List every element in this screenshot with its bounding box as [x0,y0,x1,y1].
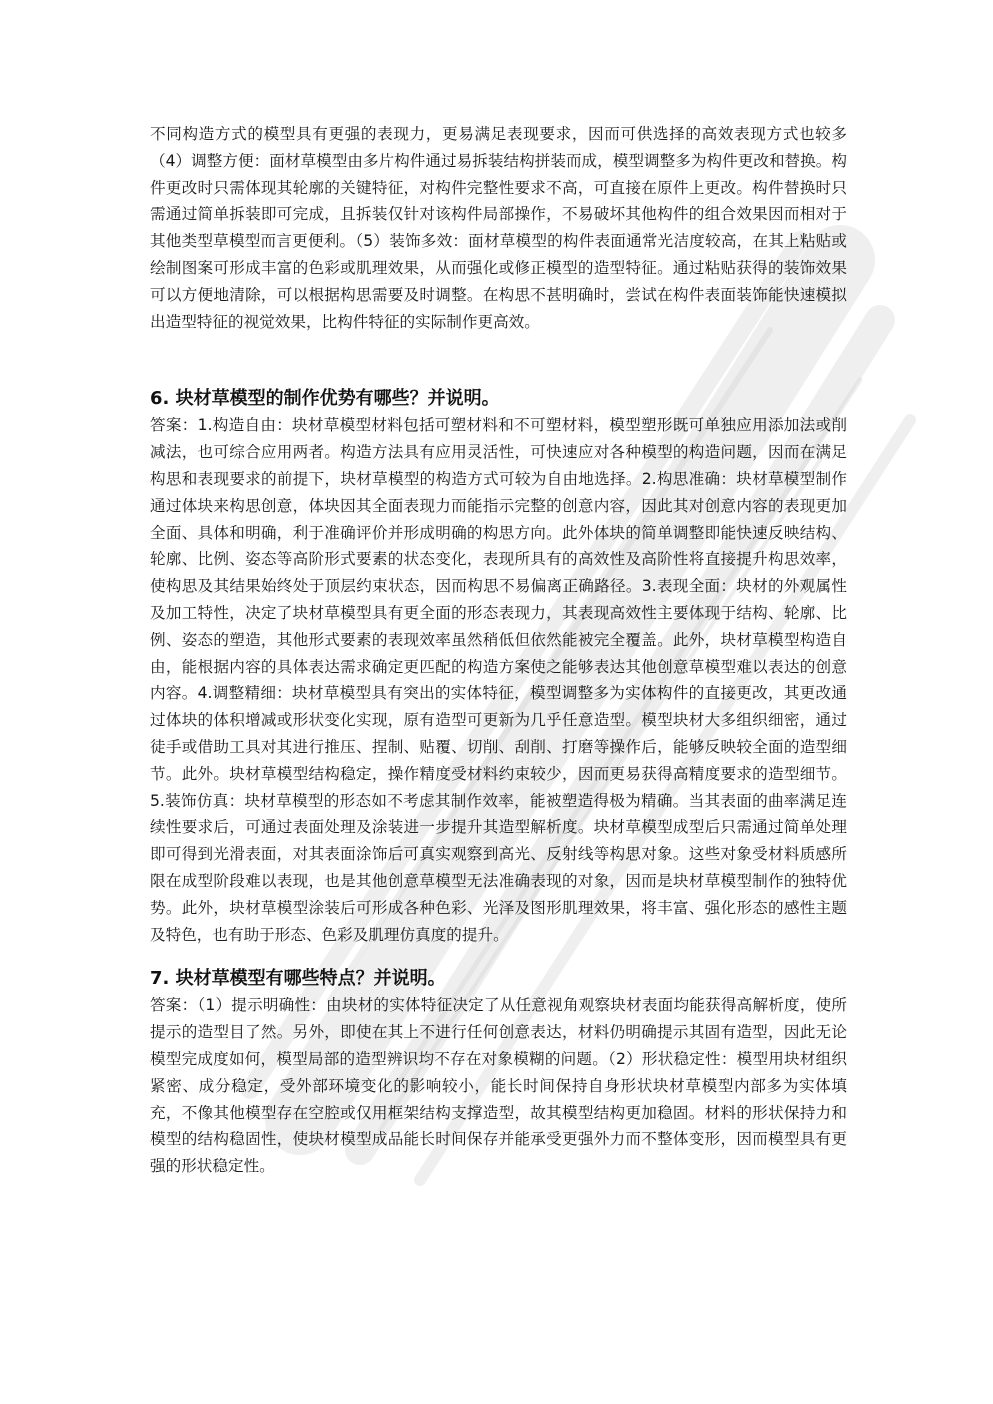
intro-paragraph: 不同构造方式的模型具有更强的表现力，更易满足表现要求，因而可供选择的高效表现方式也较多（4）调整方便：面材草模型由多片构件通过易拆装结构拼装而成，模型调整多为构件更改和替换。构件更改时只需体现其轮廓的关键特征，对构件完整性要求不高，可直接在原件上更改。构件替换时只需通过简单拆装即可完成，且拆装仅针对该构件局部操作，不易破坏其他构件的组合效果因而相对于其他类型草模型而言更便利。（5）装饰多效：面材草模型的构件表面通常光洁度较高，在其上粘贴或绘制图案可形成丰富的色彩或肌理效果，从而强化或修正模型的造型特征。通过粘贴获得的装饰效果可以方便地清除，可以根据构思需要及时调整。在构思不甚明确时，尝试在构件表面装饰能快速模拟出造型特征的视觉效果，比构件特征的实际制作更高效。 [150,125,847,331]
question-7-title: 7. 块材草模型有哪些特点？并说明。 [150,968,446,990]
question-6-answer: 答案：1.构造自由：块材草模型材料包括可塑材料和不可塑材料，模型塑形既可单独应用添加法或削减法，也可综合应用两者。构造方法具有应用灵活性，可快速应对各种模型的构造问题，因而在满足构思和表现要求的前提下，块材草模型的构造方式可较为自由地选择。2.构思准确：块材草模型制作通过体块来构思创意，体块因其全面表现力而能指示完整的创意内容，因此其对创意内容的表现更加全面、具体和明确，利于准确评价并形成明确的构思方向。此外体块的简单调整即能快速反映结构、轮廓、比例、姿态等高阶形式要素的状态变化，表现所具有的高效性及高阶性将直接提升构思效率，使构思及其结果始终处于顶层约束状态，因而构思不易偏离正确路径。3.表现全面：块材的外观属性及加工特性，决定了块材草模型具有更全面的形态表现力，其表现高效性主要体现于结构、轮廓、比例、姿态的塑造，其他形式要素的表现效率虽然稍低但依然能被完全覆盖。此外，块材草模型构造自由，能根据内容的具体表达需求确定更匹配的构造方案使之能够表达其他创意草模型难以表达的创意内容。4.调整精细：块材草模型具有突出的实体特征，模型调整多为实体构件的直接更改，其更改通过体块的体积增减或形状变化实现，原有造型可更新为几乎任意造型。模型块材大多组织细密，通过徒手或借助工具对其进行推压、捏制、贴覆、切削、刮削、打磨等操作后，能够反映较全面的造型细节。此外。块材草模型结构稳定，操作精度受材料约束较少，因而更易获得高精度要求的造型细节。5.装饰仿真：块材草模型的形态如不考虑其制作效率，能被塑造得极为精确。当其表面的曲率满足连续性要求后，可通过表面处理及涂装进一步提升其造型解析度。块材草模型成型后只需通过简单处理即可得到光滑表面，对其表面涂饰后可真实观察到高光、反射线等构思对象。这些对象受材料质感所限在成型阶段难以表现，也是其他创意草模型无法准确表现的对象，因而是块材草模型制作的独特优势。此外，块材草模型涂装后可形成各种色彩、光泽及图形肌理效果，将丰富、强化形态的感性主题及特色，也有助于形态、色彩及肌理仿真度的提升。 [150,416,847,944]
question-7-answer: 答案：（1）提示明确性：由块材的实体特征决定了从任意视角观察块材表面均能获得高解析度，使所提示的造型目了然。另外，即使在其上不进行任何创意表达，材料仍明确提示其固有造型，因此无论模型完成度如何，模型局部的造型辨识均不存在对象模糊的问题。（2）形状稳定性：模型用块材组织紧密、成分稳定，受外部环境变化的影响较小，能长时间保持自身形状块材草模型内部多为实体填充，不像其他模型存在空腔或仅用框架结构支撑造型，故其模型结构更加稳固。材料的形状保持力和模型的结构稳固性，使块材模型成品能长时间保存并能承受更强外力而不整体变形，因而模型具有更强的形状稳定性。 [150,996,847,1176]
question-6-section [150,386,847,948]
document-page [150,121,847,1180]
question-6-title: 6. 块材草模型的制作优势有哪些？并说明。 [150,388,500,410]
question-7-section [150,966,847,1180]
